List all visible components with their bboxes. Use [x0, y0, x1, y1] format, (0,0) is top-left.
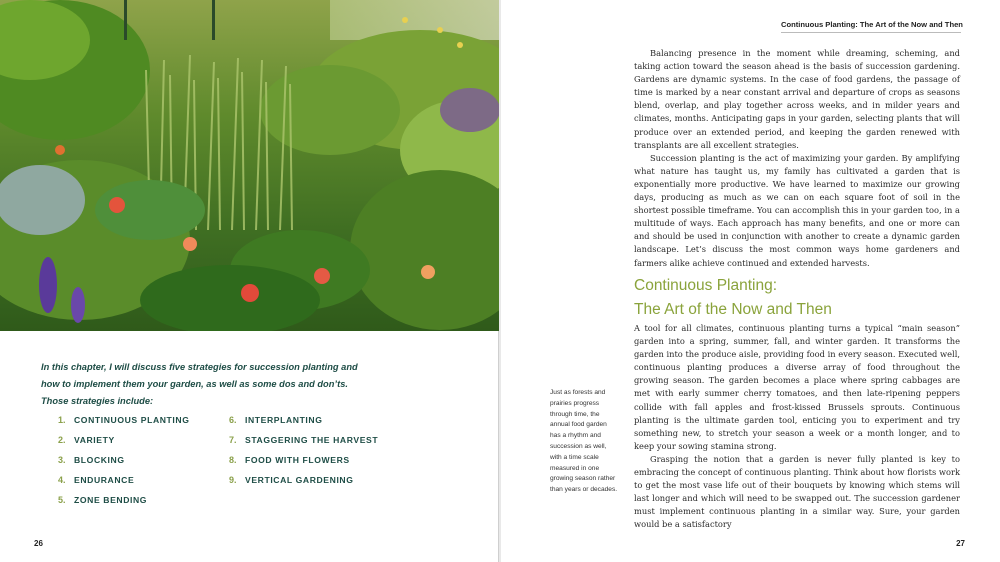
strategy-item	[229, 410, 323, 426]
heading-line-1: Continuous Planting:	[634, 277, 778, 294]
strategy-label: ZONE BENDING	[74, 495, 148, 505]
margin-note: Just as forests and prairies progress through time, the annual food garden has a rhythm and succession as well, with a time scale measured in one growing season rather than years or decades.	[550, 389, 618, 494]
strategy-label: VARIETY	[74, 435, 115, 445]
section-heading	[634, 274, 964, 322]
strategy-item	[58, 470, 134, 486]
strategy-number: 7.	[229, 435, 237, 445]
strategy-number: 1.	[58, 415, 66, 425]
strategy-item	[58, 490, 147, 506]
strategy-item	[58, 430, 115, 446]
chapter-intro: In this chapter, I will discuss five strategies for succession planting and how to implement them your garden, as well as some dos and don’ts. Those strategies include:	[41, 362, 358, 406]
page-number-left: 26	[34, 539, 43, 548]
right-page	[501, 0, 1000, 562]
strategy-label: VERTICAL GARDENING	[245, 475, 354, 485]
strategy-label: CONTINUOUS PLANTING	[74, 415, 190, 425]
strategy-label: BLOCKING	[74, 455, 125, 465]
strategy-label: STAGGERING THE HARVEST	[245, 435, 379, 445]
strategy-number: 4.	[58, 475, 66, 485]
strategy-label: ENDURANCE	[74, 475, 135, 485]
left-page	[0, 0, 499, 562]
running-head: Continuous Planting: The Art of the Now and Then	[781, 20, 961, 33]
strategy-number: 9.	[229, 475, 237, 485]
paragraph: A tool for all climates, continuous planting turns a typical “main season” garden into a spring, summer, fall, and winter garden. It transforms the garden into the produce aisle, providing food in every season. Executed well, continuous planting produces a diverse array of food throughout the growing season. The garden becomes a place where spring cabbages are met with early summer cherry tomatoes, and then late-ripening peppers collide with fall apples and frost-kissed Brussels sprouts. Continuous planting is the ultimate garden tool, enticing you to experiment and try something new, to stretch your season a week or a month longer, and to keep your sowing stamina strong.	[634, 323, 960, 451]
strategy-item	[58, 410, 189, 426]
strategy-number: 3.	[58, 455, 66, 465]
intro-body	[634, 47, 960, 270]
strategy-item	[229, 430, 378, 446]
paragraph: Grasping the notion that a garden is never fully planted is key to embracing the concept of continuous planting. Think about how florists work to get the most vase life out of their bouquets by knowing which stems will last longer and which will need to be swapped out. The succession gardener must implement continuous planting in a similar way. Sure, your garden would be a satisfactory	[634, 453, 960, 530]
strategy-label: FOOD WITH FLOWERS	[245, 455, 350, 465]
strategy-item	[229, 470, 354, 486]
paragraph: Succession planting is the act of maximizing your garden. By amplifying what nature has taught us, my family has cultivated a garden that is exponentially more productive. We have learned to maximize our growing days, producing as much as we can on each square foot of soil in the shortest possible timeframe. You can accomplish this in your garden too, in a multitude of ways. Each approach has many benefits, and one or more can and should be used in conjunction with another to create a dynamic garden landscape. Let’s discuss the most common ways home gardeners and farmers alike achieve continued and extended harvests.	[634, 152, 960, 268]
strategy-number: 6.	[229, 415, 237, 425]
strategy-number: 8.	[229, 455, 237, 465]
strategy-number: 2.	[58, 435, 66, 445]
page-number-right: 27	[956, 539, 965, 548]
strategy-label: INTERPLANTING	[245, 415, 323, 425]
garden-photo	[0, 0, 499, 331]
strategy-number: 5.	[58, 495, 66, 505]
strategy-item	[58, 450, 125, 466]
strategy-item	[229, 450, 350, 466]
section-body	[634, 322, 960, 532]
heading-line-2: The Art of the Now and Then	[634, 301, 832, 318]
paragraph: Balancing presence in the moment while dreaming, scheming, and taking action toward the season ahead is the basis of succession gardening. Gardens are dynamic systems. In the case of food gardens, the passage of time is marked by a near constant arrival and departure of crops as seasons blend, overlap, and play together across weeks, and in milder years and climates, months. Anticipating gaps in your garden, selecting plants that will produce over an extended period, and keeping the garden renewed with transplants are all excellent strategies.	[634, 48, 960, 150]
